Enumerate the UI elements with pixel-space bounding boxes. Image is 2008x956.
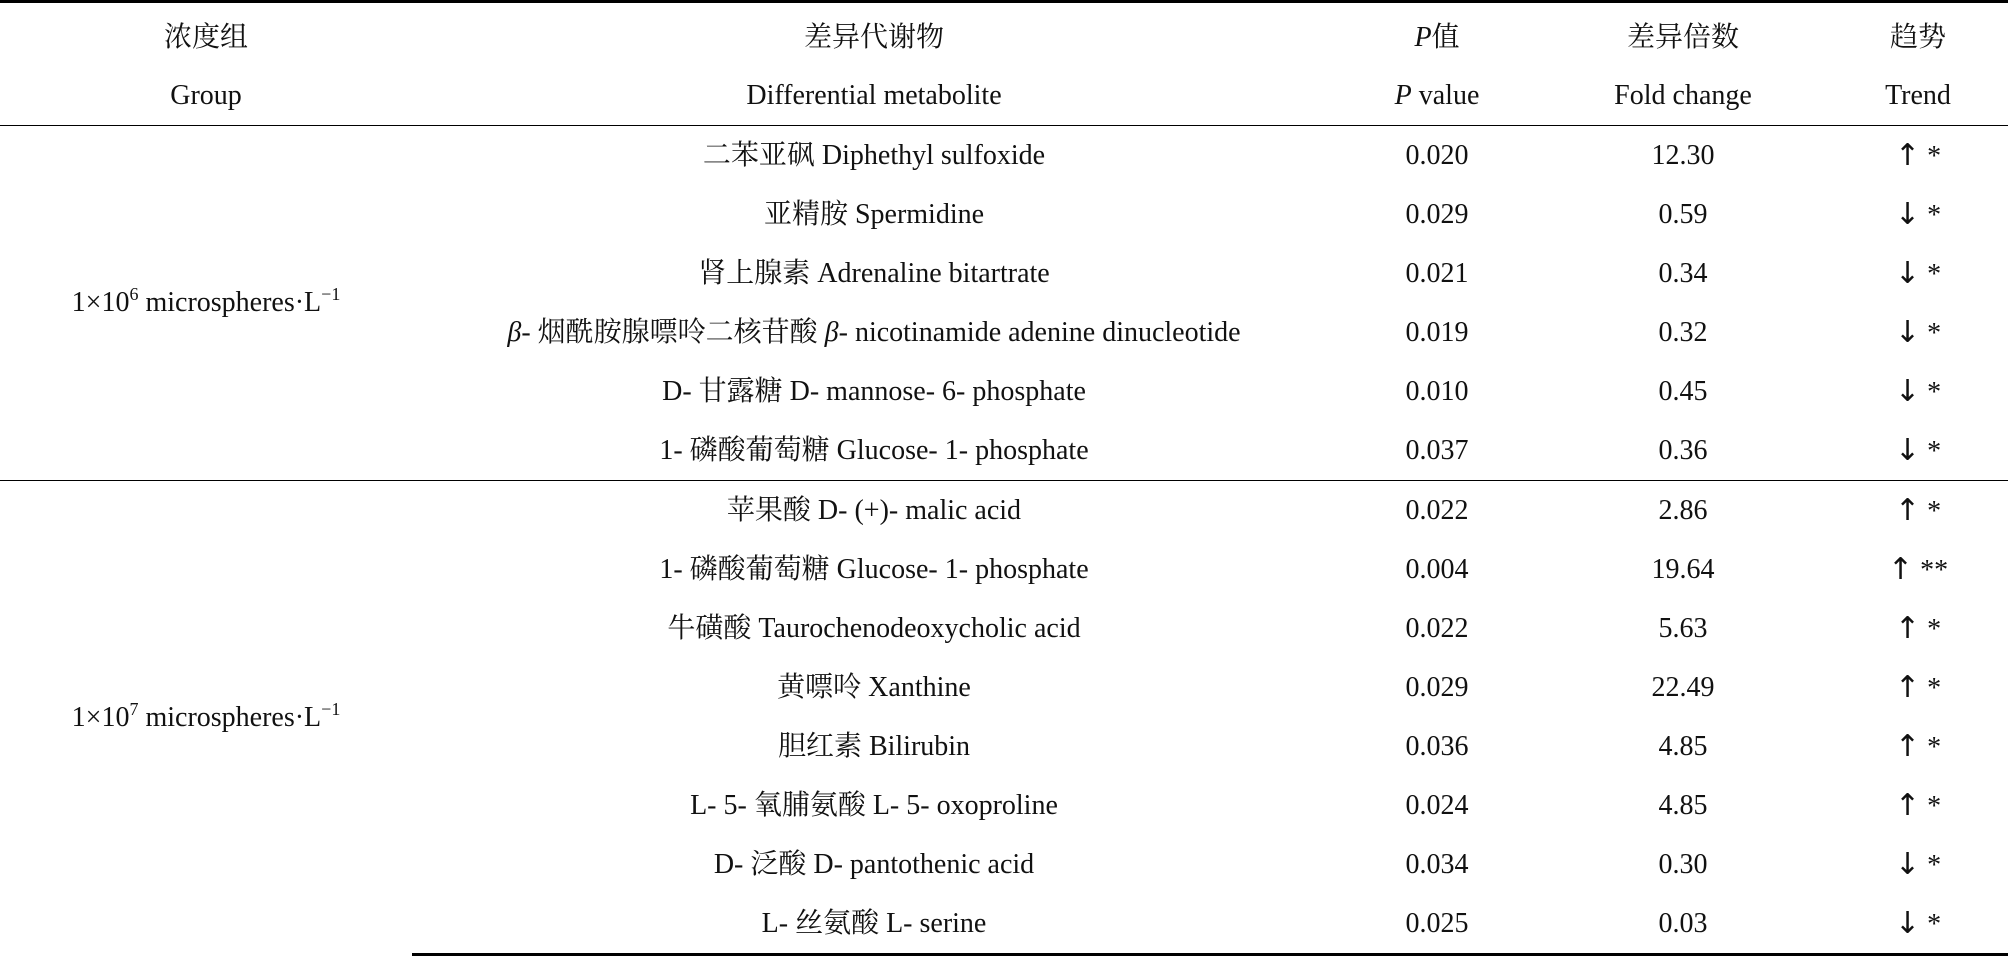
p-value: 0.010 <box>1405 375 1469 407</box>
header-trend-en: Trend <box>1828 67 2008 126</box>
trend-arrow-icon: ↓ <box>1894 373 1921 409</box>
table-header <box>0 2 2008 126</box>
fold-change: 0.36 <box>1658 434 1708 466</box>
header-p-cn <box>1336 2 1538 68</box>
trend-arrow-icon: ↑ <box>1894 669 1921 705</box>
metabolite-name: 1- 磷酸葡萄糖 Glucose- 1- phosphate <box>659 553 1089 585</box>
significance-mark: ** <box>1920 554 1949 586</box>
fold-change: 0.03 <box>1538 894 1828 955</box>
header-p-letter: P <box>1414 22 1432 53</box>
trend-cell <box>1828 126 2008 186</box>
header-metabolite-cn: 差异代谢物 <box>412 2 1336 68</box>
group-1-body <box>0 126 2008 481</box>
trend-arrow-icon: ↓ <box>1894 905 1921 941</box>
fold-change: 19.64 <box>1651 553 1715 585</box>
header-p-en <box>1336 67 1538 126</box>
significance-mark: * <box>1927 613 1942 645</box>
metabolite-name: 肾上腺素 Adrenaline bitartrate <box>698 257 1050 289</box>
fold-change: 0.59 <box>1658 198 1708 230</box>
metabolite-name: D- 泛酸 D- pantothenic acid <box>713 848 1035 880</box>
trend-cell <box>1828 658 2008 717</box>
trend-cell <box>1828 421 2008 481</box>
trend-arrow-icon: ↑ <box>1894 137 1921 173</box>
fold-change: 4.85 <box>1658 789 1708 821</box>
header-metabolite-en: Differential metabolite <box>412 67 1336 126</box>
trend-arrow-icon: ↑ <box>1894 610 1921 646</box>
group-label-unit-exponent: −1 <box>321 284 341 304</box>
metabolite-name: D- 甘露糖 D- mannose- 6- phosphate <box>662 375 1086 407</box>
header-row-cn <box>0 2 2008 68</box>
trend-arrow-icon: ↑ <box>1887 551 1914 587</box>
trend-cell <box>1828 185 2008 244</box>
p-value: 0.024 <box>1405 789 1469 821</box>
trend-cell <box>1828 835 2008 894</box>
significance-mark: * <box>1927 790 1942 822</box>
table-row <box>0 126 2008 186</box>
fold-change: 0.34 <box>1658 257 1708 289</box>
header-trend-cn: 趋势 <box>1828 2 2008 68</box>
metabolite-name: 亚精胺 Spermidine <box>763 198 985 230</box>
metabolite-name: β- 烟酰胺腺嘌呤二核苷酸 β- nicotinamide adenine dinucleotide <box>507 316 1241 348</box>
metabolite-name: 牛磺酸 Taurochenodeoxycholic acid <box>667 612 1081 644</box>
p-value: 0.029 <box>1405 198 1469 230</box>
fold-change: 5.63 <box>1658 612 1708 644</box>
header-fold-en: Fold change <box>1538 67 1828 126</box>
trend-arrow-icon: ↑ <box>1894 787 1921 823</box>
metabolite-name: 胆红素 Bilirubin <box>777 730 971 762</box>
significance-mark: * <box>1927 140 1942 172</box>
header-p-cn-text: 值 <box>1431 22 1460 53</box>
p-value: 0.004 <box>1405 553 1469 585</box>
metabolite-name: 1- 磷酸葡萄糖 Glucose- 1- phosphate <box>659 434 1089 466</box>
fold-change: 2.86 <box>1538 481 1828 541</box>
trend-cell <box>1828 540 2008 599</box>
trend-cell <box>1828 362 2008 421</box>
p-value: 0.019 <box>1405 316 1469 348</box>
group-label-exponent: 6 <box>129 284 139 304</box>
greek-beta: β <box>507 316 522 348</box>
header-group-en: Group <box>0 67 412 126</box>
trend-cell <box>1828 717 2008 776</box>
greek-beta: β <box>824 316 839 348</box>
trend-arrow-icon: ↓ <box>1894 196 1921 232</box>
fold-change: 4.85 <box>1658 730 1708 762</box>
group-label <box>0 481 412 955</box>
significance-mark: * <box>1927 495 1942 527</box>
trend-cell <box>1828 303 2008 362</box>
p-value: 0.029 <box>1405 671 1469 703</box>
group-label-unit: microspheres·L <box>138 287 322 318</box>
header-fold-cn: 差异倍数 <box>1538 2 1828 68</box>
trend-arrow-icon: ↓ <box>1894 314 1921 350</box>
trend-arrow-icon: ↑ <box>1894 728 1921 764</box>
fold-change: 0.30 <box>1658 848 1708 880</box>
fold-change: 22.49 <box>1651 671 1715 703</box>
header-row-en <box>0 67 2008 126</box>
trend-arrow-icon: ↓ <box>1894 432 1921 468</box>
significance-mark: * <box>1927 199 1942 231</box>
p-value: 0.034 <box>1405 848 1469 880</box>
significance-mark: * <box>1927 908 1942 940</box>
fold-change: 0.45 <box>1658 375 1708 407</box>
fold-change: 12.30 <box>1651 139 1715 171</box>
p-value: 0.020 <box>1405 139 1469 171</box>
significance-mark: * <box>1927 849 1942 881</box>
p-value: 0.025 <box>1336 894 1538 955</box>
metabolite-name: L- 丝氨酸 L- serine <box>412 894 1336 955</box>
header-group-cn: 浓度组 <box>0 2 412 68</box>
metabolite-name: 苹果酸 D- (+)- malic acid <box>412 481 1336 541</box>
p-value: 0.037 <box>1405 434 1469 466</box>
header-p-en-text: value <box>1418 80 1480 111</box>
significance-mark: * <box>1927 435 1942 467</box>
p-value: 0.022 <box>1405 612 1469 644</box>
trend-cell <box>1828 894 2008 955</box>
table-row <box>0 481 2008 541</box>
trend-cell <box>1828 481 2008 541</box>
p-value: 0.021 <box>1405 257 1469 289</box>
metabolite-name: 二苯亚砜 Diphethyl sulfoxide <box>702 139 1046 171</box>
trend-cell <box>1828 776 2008 835</box>
metabolite-name: L- 5- 氧脯氨酸 L- 5- oxoproline <box>690 789 1058 821</box>
significance-mark: * <box>1927 731 1942 763</box>
p-value: 0.022 <box>1336 481 1538 541</box>
group-label-prefix: 1×10 <box>71 701 130 733</box>
trend-cell <box>1828 599 2008 658</box>
significance-mark: * <box>1927 317 1942 349</box>
group-label-exponent: 7 <box>129 698 139 719</box>
group-label-unit-exponent: −1 <box>321 698 341 719</box>
significance-mark: * <box>1927 258 1942 290</box>
fold-change: 0.32 <box>1658 316 1708 348</box>
trend-cell <box>1828 244 2008 303</box>
metabolite-name: 黄嘌呤 Xanthine <box>777 671 971 703</box>
group-label-prefix: 1×10 <box>71 287 130 318</box>
trend-arrow-icon: ↑ <box>1894 492 1921 528</box>
trend-arrow-icon: ↓ <box>1894 255 1921 291</box>
p-value: 0.036 <box>1405 730 1469 762</box>
group-2-body <box>0 481 2008 955</box>
trend-arrow-icon: ↓ <box>1894 846 1921 882</box>
significance-mark: * <box>1927 672 1942 704</box>
group-label <box>0 126 412 481</box>
group-label-unit: microspheres·L <box>138 701 322 733</box>
header-p-letter-en: P <box>1394 80 1412 111</box>
significance-mark: * <box>1927 376 1942 408</box>
